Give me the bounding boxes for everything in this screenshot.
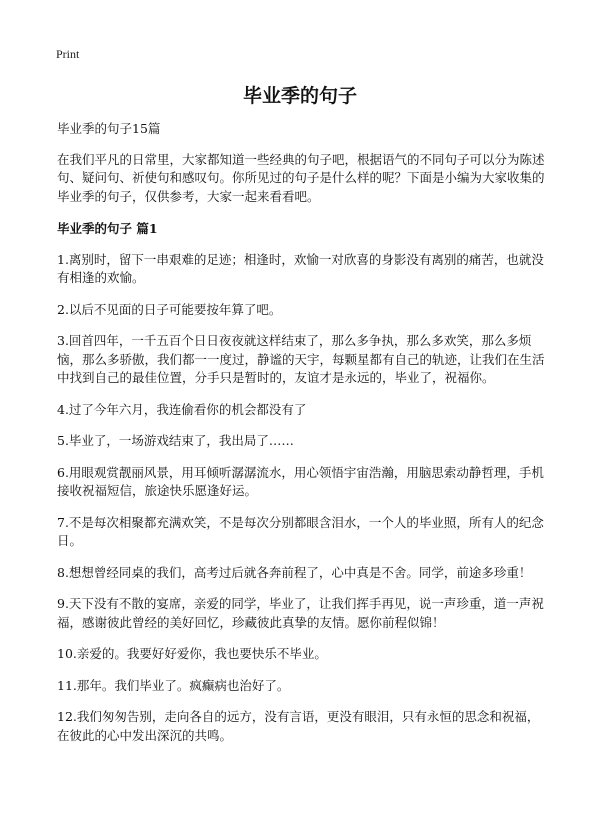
list-item: 2.以后不见面的日子可能要按年算了吧。 xyxy=(57,301,282,317)
print-link[interactable]: Print xyxy=(56,47,80,61)
article-subtitle: 毕业季的句子15篇 xyxy=(57,121,161,136)
list-item: 9.天下没有不散的宴席，亲爱的同学，毕业了，让我们挥手再见，说一声珍重，道一声祝福，感谢彼此曾经的美好回忆，珍藏彼此真挚的友情。愿你前程似锦！ xyxy=(57,596,544,630)
list-item: 11.那年。我们毕业了。疯癫病也治好了。 xyxy=(57,677,290,693)
page-title: 毕业季的句子 xyxy=(242,85,357,107)
section-heading: 毕业季的句子 篇1 xyxy=(57,221,158,236)
list-item: 1.离别时，留下一串艰难的足迹；相逢时，欢愉一对欣喜的身影没有离别的痛苦，也就没有相逢的欢愉。 xyxy=(57,251,544,285)
list-item: 5.毕业了，一场游戏结束了，我出局了…… xyxy=(57,433,294,448)
list-item: 4.过了今年六月，我连偷看你的机会都没有了 xyxy=(57,401,307,417)
list-item: 10.亲爱的。我要好好爱你，我也要快乐不毕业。 xyxy=(57,646,327,661)
intro-paragraph: 在我们平凡的日常里，大家都知道一些经典的句子吧，根据语气的不同句子可以分为陈述句、疑问句、祈使句和感叹句。你所见过的句子是什么样的呢？下面是小编为大家收集的毕业季的句子，仅供参考，大家一起来看看吧。 xyxy=(57,151,545,204)
article-body xyxy=(57,120,547,758)
list-item: 7.不是每次相聚都充满欢笑，不是每次分别都眼含泪水，一个人的毕业照，所有人的纪念日。 xyxy=(57,514,544,548)
list-item: 8.想想曾经同桌的我们，高考过后就各奔前程了，心中真是不舍。同学，前途多珍重！ xyxy=(57,564,532,580)
list-item: 3.回首四年，一千五百个日日夜夜就这样结束了，那么多争执，那么多欢笑，那么多烦恼，那么多骄傲，我们都一一度过，静谧的天宇，每颗星都有自己的轨迹，让我们在生活中找到自己的最佳位置，分手只是暂时的，友谊才是永远的，毕业了，祝福你。 xyxy=(57,333,545,385)
list-item: 12.我们匆匆告别，走向各自的远方，没有言语，更没有眼泪，只有永恒的思念和祝福，在彼此的心中发出深沉的共鸣。 xyxy=(57,709,540,743)
list-item: 6.用眼观赏靓丽风景，用耳倾听潺潺流水，用心领悟宇宙浩瀚，用脑思索动静哲理，手机接收祝福短信，旅途快乐愿逢好运。 xyxy=(57,464,544,498)
